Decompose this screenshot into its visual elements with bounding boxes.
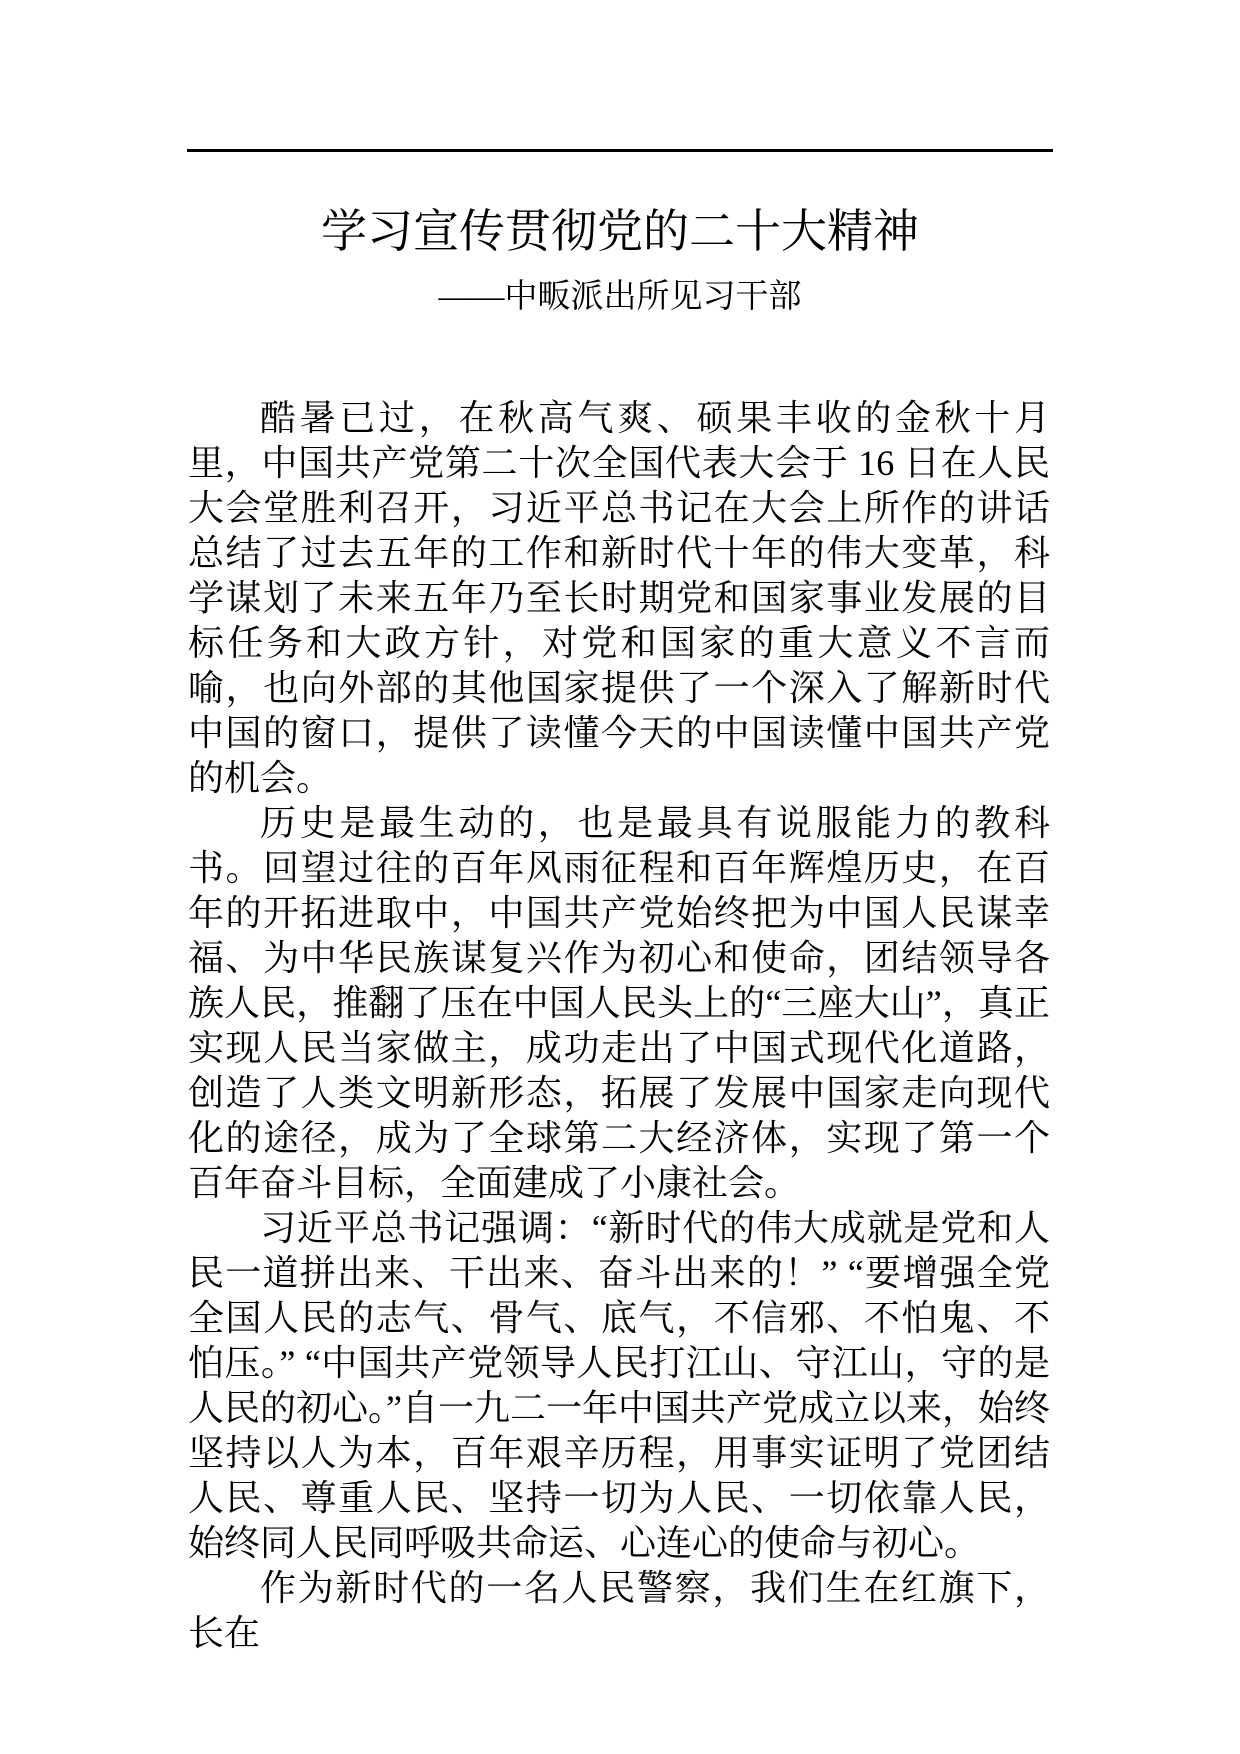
paragraph-2: 历史是最生动的，也是最具有说服能力的教科书。回望过往的百年风雨征程和百年辉煌历史，在百年的开拓进取中，中国共产党始终把为中国人民谋幸福、为中华民族谋复兴作为初心和使命，团结领导各族人民，推翻了压在中国人民头上的“三座大山”，真正实现人民当家做主，成功走出了中国式现代化道路，创造了人类文明新形态，拓展了发展中国家走向现代化的途径，成为了全球第二大经济体，实现了第一个百年奋斗目标，全面建成了小康社会。 xyxy=(188,803,1050,1203)
paragraph-3: 习近平总书记强调：“新时代的伟大成就是党和人民一道拼出来、干出来、奋斗出来的！” “要增强全党全国人民的志气、骨气、底气，不信邪、不怕鬼、不怕压。” “中国共产党领导人民打江山、守江山，守的是人民的初心。”自一九二一年中国共产党成立以来，始终坚持以人为本，百年艰辛历程，用事实证明了党团结人民、尊重人民、坚持一切为人民、一切依靠人民，始终同人民同呼吸共命运、心连心的使命与初心。 xyxy=(188,1208,1050,1563)
header-rule xyxy=(187,149,1053,152)
document-subtitle: ——中畈派出所见习干部 xyxy=(438,279,802,315)
paragraph-1: 酷暑已过，在秋高气爽、硕果丰收的金秋十月里，中国共产党第二十次全国代表大会于 16 日在人民大会堂胜利召开，习近平总书记在大会上所作的讲话总结了过去五年的工作和新时代十年的伟大变革，科学谋划了未来五年乃至长时期党和国家事业发展的目标任务和大政方针，对党和国家的重大意义不言而喻，也向外部的其他国家提供了一个深入了解新时代中国的窗口，提供了读懂今天的中国读懂中国共产党的机会。 xyxy=(188,398,1050,798)
document-body xyxy=(188,396,1050,1656)
document-title: 学习宣传贯彻党的二十大精神 xyxy=(321,206,919,257)
paragraph-4: 作为新时代的一名人民警察，我们生在红旗下，长在 xyxy=(188,1568,1050,1653)
